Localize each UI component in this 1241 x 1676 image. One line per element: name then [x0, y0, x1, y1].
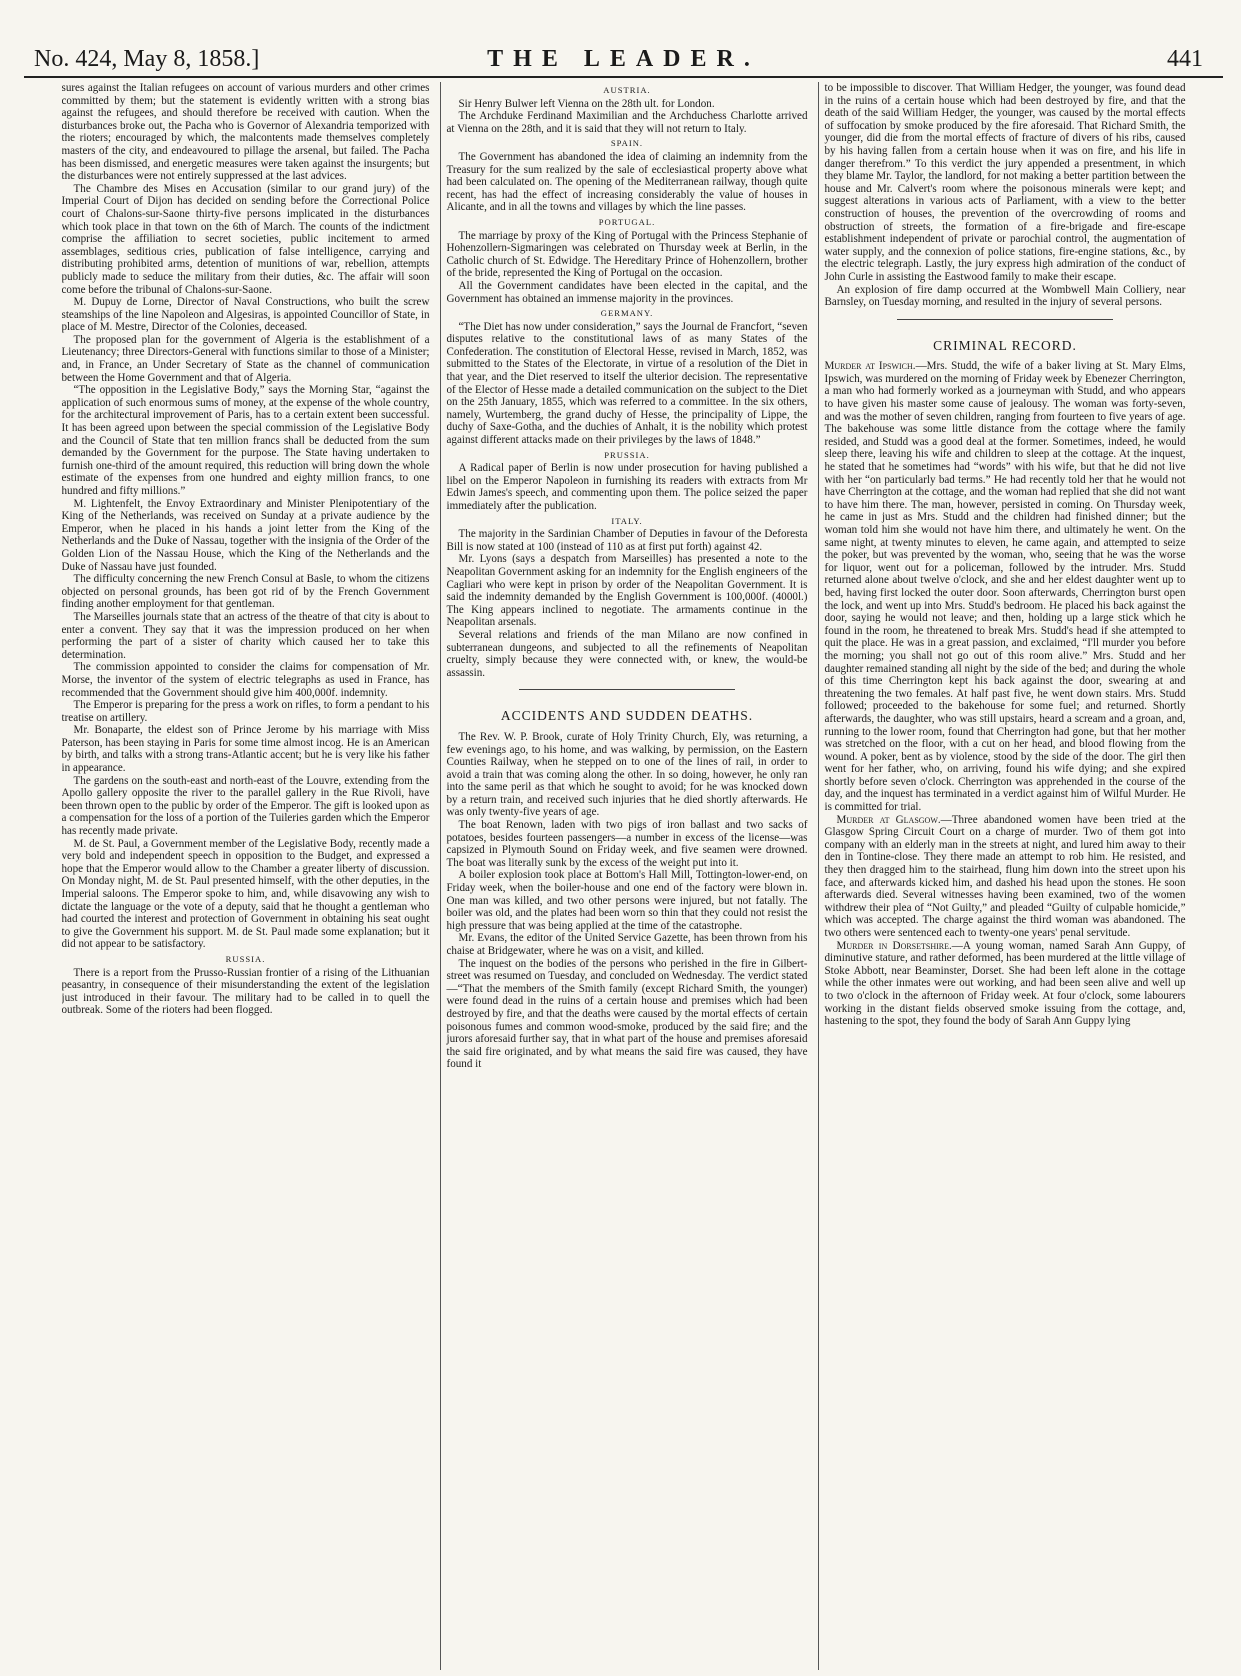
- paragraph: M. Dupuy de Lorne, Director of Naval Constructions, who built the screw steamships of the line Napoleon and Algesiras, is appointed Councillor of State, in place of M. Mestre, Director of the Colonies, deceased.: [61, 296, 430, 334]
- section-heading-spain: SPAIN.: [610, 138, 644, 149]
- section-heading-italy: ITALY.: [611, 515, 643, 526]
- paragraph: Mr. Lyons (says a despatch from Marseilles) has presented a note to the Neapolitan Government asking for an indemnity for the English engineers of the Cagliari who were kept in prison by order of the Neapolitan Government. It is said the indemnity demanded by the English Government is 100,000f. (4000l.) The King appears inclined to negotiate. The armaments continue in the Neapolitan arsenals.: [446, 553, 808, 629]
- article-lead: Murder in Dorsetshire.: [836, 939, 952, 952]
- paragraph: The marriage by proxy of the King of Portugal with the Princess Stephanie of Hohenzollern-Sigmaringen was celebrated on Thursday week at Berlin, in the Catholic church of St. Edwidge. The Hereditary Prince of Hohenzollern, brother of the bride, represented the King of Portugal on the occasion.: [446, 229, 808, 280]
- paragraph: “The opposition in the Legislative Body,” says the Morning Star, “against the application of such enormous sums of money, at the expense of the whole country, for the architectural improvement of Paris, has to a certain extent been successful. It has been agreed upon between the special commission of the Legislative Body and the Council of State that ten million francs shall be deducted from the sum demanded by the Government for the purpose. The State having undertaken to furnish one-third of the amount required, this reduction will bring down the whole estimate of the expenses from one hundred and eighty million francs, to one hundred and fifty millions.”: [61, 384, 430, 497]
- paragraph: The proposed plan for the government of Algeria is the establishment of a Lieutenancy; three Directors-General with functions similar to those of a Minister; and, in France, an Under Secretary of State as the channel of communication between the Home Government and that of Algeria.: [61, 333, 430, 384]
- section-divider: [897, 319, 1114, 320]
- paragraph: M. de St. Paul, a Government member of the Legislative Body, recently made a very bold and independent speech in opposition to the Budget, and expressed a hope that the Emperor would allow to the Chamber a greater liberty of discussion. On Monday night, M. de St. Paul presented himself, with the other deputies, in the Imperial saloons. The Emperor spoke to him, and, while disavowing any wish to dictate the language or the vote of a deputy, said that he thought a gentleman who had courted the interest and protection of Government in obtaining his seat ought to give the Government his support. M. de St. Paul made some explanation; but it did not appear to be satisfactory.: [61, 837, 430, 951]
- article-text: —A young woman, named Sarah Ann Guppy, of diminutive stature, and rather deformed, has been murdered at the little village of Stoke Abbott, near Beaminster, Dorset. She had been left alone in the cottage while the other inmates were out working, and had been seen alive and well up to two o'clock in the afternoon of Friday week. At four o'clock, some labourers working in the distant fields observed smoke issuing from the cottage, and, hastening to the spot, they found the body of Sarah Ann Guppy lying: [824, 939, 1186, 1028]
- article-text: —Three abandoned women have been tried at the Glasgow Spring Circuit Court on a charge of murder. Two of them got into company with an elderly man in the streets at night, and lured him away to their den in Tontine-close. They there made an attempt to rob him. He resisted, and they then dragged him to the stairhead, flung him down into the street upon his face, and afterwards kicked him, and dashed his head upon the stones. He soon afterwards died. Several witnesses having been examined, two of the women withdrew their plea of “Not Guilty,” and pleaded “Guilty of culpable homicide,” which was accepted. The charge against the third woman was abandoned. The two others were sentenced each to twenty-one years' penal servitude.: [824, 813, 1186, 939]
- article-lead: Murder at Glasgow.: [836, 813, 941, 826]
- paragraph: The Chambre des Mises en Accusation (similar to our grand jury) of the Imperial Court of Dijon has decided on sending before the Correctional Police court of Chalons-sur-Saone thirty-five persons implicated in the disturbances which took place in that town on the 6th of March. The counts of the indictment comprise the affiliation to secret societies, public incitement to armed assemblages, seditious cries, publication of false intelligence, carrying and distributing prohibited arms, detention of munitions of war, rebellion, attempts publicly made to seduce the military from their duties, &c. The affair will soon come before the tribunal of Chalons-sur-Saone.: [61, 182, 430, 296]
- section-heading-prussia: PRUSSIA.: [604, 449, 650, 460]
- paragraph: Sir Henry Bulwer left Vienna on the 28th ult. for London.: [458, 97, 715, 110]
- column-3: [818, 82, 1186, 1670]
- masthead: [24, 46, 1223, 78]
- paragraph: An explosion of fire damp occurred at the Wombwell Main Colliery, near Barnsley, on Tuesday morning, and resulted in the injury of several persons.: [824, 283, 1186, 309]
- paragraph: [825, 940, 1186, 1028]
- paragraph: Mr. Evans, the editor of the United Service Gazette, has been thrown from his chaise at Bridgewater, where he was on a visit, and killed.: [446, 932, 808, 957]
- paragraph: The Government has abandoned the idea of claiming an indemnity from the Treasury for the sum realized by the sale of ecclesiastical property above what had been calculated on. The opening of the Mediterranean railway, though quite recent, has had the effect of increasing considerably the value of houses in Alicante, and in all the towns and villages by which the line passes.: [446, 150, 808, 214]
- article-lead: Murder at Ipswich.: [824, 360, 916, 373]
- column-2: [440, 82, 808, 1670]
- paragraph: There is a report from the Prusso-Russian frontier of a rising of the Lithuanian peasantry, in consequence of their misunderstanding the extent of the legislation just introduced in their favour. The military had to be called in to quell the outbreak. Some of the rioters had been flogged.: [61, 966, 430, 1017]
- newspaper-title: THE LEADER.: [487, 46, 760, 72]
- paragraph: The Emperor is preparing for the press a work on rifles, to form a pendant to his treatise on artillery.: [61, 699, 430, 724]
- article-text: —Mrs. Studd, the wife of a baker living at St. Mary Elms, Ipswich, was murdered on the morning of Friday week by Ebenezer Cherrington, a man who had formerly worked as a journeyman with Studd, and who appears to have given his master some cause of jealousy. The woman was forty-seven, and was the mother of seven children, ranging from fourteen to five years of age. The bakehouse was some little distance from the cottage where the family resided, and Studd was a good deal at the former. Sometimes, indeed, he would sleep there, leaving his wife and children to sleep at the cottage. At the inquest, he stated that he sometimes had “words” with his wife, but that he did not live with her “on particularly bad terms.” He had recently told her that he would not have Cherrington at the cottage, and the woman had replied that she did not want to have him there. The man, however, persisted in coming. On Thursday week, he came in just as Mrs. Studd and the children had finished dinner; but the woman told him she would not have him there, and ultimately he went. On the same night, at twenty minutes to eleven, he came again, and attempted to seize the poker, but was prevented by the woman, who, seeing that he was the worse for liquor, went out for a policeman, followed by the intruder. Mrs. Studd returned alone about twelve o'clock, and she and her eldest daughter went up to bed, having first locked the outer door. Soon afterwards, Cherrington burst open the lock, and went up into Mrs. Studd's bedroom. He placed his back against the door, saying he would not leave; and then, holding up a large stick which he found in the room, he threatened to break Mrs. Studd's head if she attempted to quit the place. He was in a great passion, and exclaimed, “I'll murder you before the morning; you shall not go out of this room alive.” Mrs. Studd and her daughter remained standing all night by the side of the bed; and during the whole of this time Cherrington kept his back against the door, swearing at and threatening the two females. At half past five, he went down stairs. Mrs. Studd followed; proceeded to the bakehouse for some fuel; and returned. Shortly afterwards, the daughter, who was still upstairs, heard a scream and a groan, and, running to the lower room, found that Cherrington had gone, but that her mother was stretched on the floor, with a cut on her head, and blood flowing from the wound. A poker, bent as by violence, stood by the side of the door. The girl then went for her father, who, on arriving, found his wife dying; and she expired shortly before seven o'clock. Cherrington was apprehended in the course of the day, and the inquest has terminated in a verdict against him of Wilful Murder. He is committed for trial.: [824, 360, 1186, 814]
- column-1: [62, 82, 430, 1670]
- paragraph: [825, 814, 1186, 940]
- paragraph: All the Government candidates have been elected in the capital, and the Government has obtained an immense majority in the provinces.: [446, 279, 808, 305]
- paragraph: sures against the Italian refugees on account of various murders and other crimes committed by them; but the statement is evidently written with a strong bias against the refugees, and should therefore be received with caution. When the disturbances broke out, the Pacha who is Governor of Alexandria temporized with the rioters; encouraged by which, the malcontents made themselves completely masters of the city, and endeavoured to pillage the arsenal, but failed. The Pacha has been dismissed, and energetic measures were taken against the insurgents; but the disturbances were not entirely suppressed at the last advices.: [61, 82, 430, 183]
- paragraph: A Radical paper of Berlin is now under prosecution for having published a libel on the Emperor Napoleon in furnishing its readers with extracts from Mr Edwin James's speech, and commenting upon them. The police seized the paper immediately after the publication.: [446, 462, 808, 512]
- page-number: 441: [1167, 46, 1203, 72]
- section-heading-austria: AUSTRIA.: [603, 85, 651, 95]
- paragraph: The inquest on the bodies of the persons who perished in the fire in Gilbert-street was resumed on Tuesday, and concluded on Wednesday. The verdict stated—“That the members of the Smith family (except Richard Smith, the younger) were found dead in the ruins of a certain house and premises which had been destroyed by fire, and that the deaths were caused by the mortal effects of certain poisonous fumes and common wood-smoke, produced by the said fire; and the jurors aforesaid further say, that in what part of the house and premises aforesaid the said fire originated, and by what means the said fire was caused, they have found it: [446, 957, 808, 1071]
- section-heading-criminal-record: CRIMINAL RECORD.: [933, 337, 1077, 353]
- paragraph: The boat Renown, laden with two pigs of iron ballast and two sacks of potatoes, besides fourteen passengers—a number in excess of the license—was capsized in Plymouth Sound on Friday week, and five seamen were drowned. The boat was literally sunk by the excess of the weight put into it.: [446, 819, 808, 869]
- section-heading-germany: GERMANY.: [600, 308, 654, 319]
- paragraph: The difficulty concerning the new French Consul at Basle, to whom the citizens objected on personal grounds, has been got rid of by the French Government finding another employment for that gentleman.: [61, 573, 430, 611]
- paragraph: M. Lightenfelt, the Envoy Extraordinary and Minister Plenipotentiary of the King of the Netherlands, was received on Sunday at a private audience by the Emperor, when he placed in his hands a joint letter from the King of the Netherlands and the Duke of Nassau, together with the insignia of the Order of the Golden Lion of the Nassau House, which the King of the Netherlands and the Duke of Nassau have just founded.: [61, 497, 430, 573]
- issue-date: No. 424, May 8, 1858.]: [34, 46, 260, 72]
- paragraph: Several relations and friends of the man Milano are now confined in subterranean dungeons, and subjected to all the refinements of Neapolitan cruelty, simply because they were connected with, or knew, the would-be assassin.: [446, 628, 808, 679]
- section-divider: [519, 689, 736, 690]
- paragraph: The commission appointed to consider the claims for compensation of Mr. Morse, the inventor of the system of electric telegraphs as used in France, has recommended that the Government should give him 400,000f. indemnity.: [61, 661, 430, 699]
- section-heading-portugal: PORTUGAL.: [598, 216, 656, 227]
- paragraph: to be impossible to discover. That William Hedger, the younger, was found dead in the ruins of a certain house which had been destroyed by fire, and that the death of the said William Hedger, the younger, was caused by the mortal effects of suffocation by smoke produced by the fire aforesaid. That Richard Smith, the younger, did die from the mortal effects of fracture of divers of his ribs, caused by his having fallen from a certain house when it was on fire, and his life in danger therefrom.” To this verdict the jury appended a presentment, in which they blame Mr. Taylor, the landlord, for not making a better partition between the house and Mr. Calvert's room where the poisonous minerals were kept; and suggest alterations in various acts of Parliament, with a view to the better construction of houses, the prevention of the overcrowding of rooms and obstruction of streets, the formation of a fire-brigade and fire-escape establishment independent of private or parochial control, the augmentation of water supply, and the connexion of police stations, fire-engine stations, &c., by the electric telegraph. Lastly, the jury express high admiration of the conduct of John Curle in assisting the Eastwood family to make their escape.: [824, 82, 1186, 283]
- paragraph: The majority in the Sardinian Chamber of Deputies in favour of the Deforesta Bill is now stated at 100 (instead of 110 as at first put forth) against 42.: [446, 528, 808, 553]
- paragraph: [825, 360, 1186, 813]
- columns: [24, 82, 1223, 1670]
- paragraph: The gardens on the south-east and north-east of the Louvre, extending from the Apollo gallery opposite the river to the parallel gallery in the Rue Rivoli, have been thrown open to the public by order of the Emperor. The gift is looked upon as a compensation for the loss of a portion of the Tuileries garden which the Emperor has recently made private.: [61, 774, 430, 838]
- paragraph: The Archduke Ferdinand Maximilian and the Archduchess Charlotte arrived at Vienna on the 28th, and it is said that they will not return to Italy.: [446, 110, 808, 135]
- paragraph: Mr. Bonaparte, the eldest son of Prince Jerome by his marriage with Miss Paterson, has been staying in Paris for some time almost incog. He is an American by birth, and talks with a strong trans-Atlantic accent; but he is very like his father in appearance.: [61, 724, 430, 775]
- paragraph: “The Diet has now under consideration,” says the Journal de Francfort, “seven disputes relative to the constitutional laws of as many States of the Confederation. The constitution of Electoral Hesse, revised in March, 1852, was submitted to the States of the Electorate, in virtue of a resolution of the Diet in that year, and the Diet reserved to itself the ulterior decision. The representative of the Elector of Hesse made a detailed communication on the subject to the Diet on the 25th January, 1855, which was referred to a committee. In the six others, namely, Wurtemberg, the grand duchy of Hesse, the principality of Lippe, the duchy of Saxe-Gotha, and the duchies of Anhalt, it is the nobility which protest against different attacks made on their privileges by the laws of 1848.”: [446, 320, 808, 447]
- paragraph: A boiler explosion took place at Bottom's Hall Mill, Tottington-lower-end, on Friday week, when the boiler-house and one end of the factory were blown in. One man was killed, and two other persons were injured, but not fatally. The boiler was old, and the plates had been worn so thin that they could not resist the high pressure that was being applied at the time of the catastrophe.: [446, 869, 808, 932]
- paragraph: The Marseilles journals state that an actress of the theatre of that city is about to enter a convent. They say that it was the impression produced on her when performing the part of a sister of charity which caused her to take this determination.: [61, 610, 430, 661]
- section-heading-accidents: ACCIDENTS AND SUDDEN DEATHS.: [500, 708, 754, 724]
- paragraph: The Rev. W. P. Brook, curate of Holy Trinity Church, Ely, was returning, a few evenings ago, to his home, and was walking, by permission, on the Eastern Counties Railway, when he stepped on to one of the lines of rail, in order to avoid a train that was coming along the other. In so doing, however, he only ran into the same peril as that which he sought to avoid; for he was knocked down by a return train, and received such injuries that he died shortly afterwards. He was only twenty-five years of age.: [446, 730, 808, 819]
- section-heading-russia: RUSSIA.: [225, 953, 266, 964]
